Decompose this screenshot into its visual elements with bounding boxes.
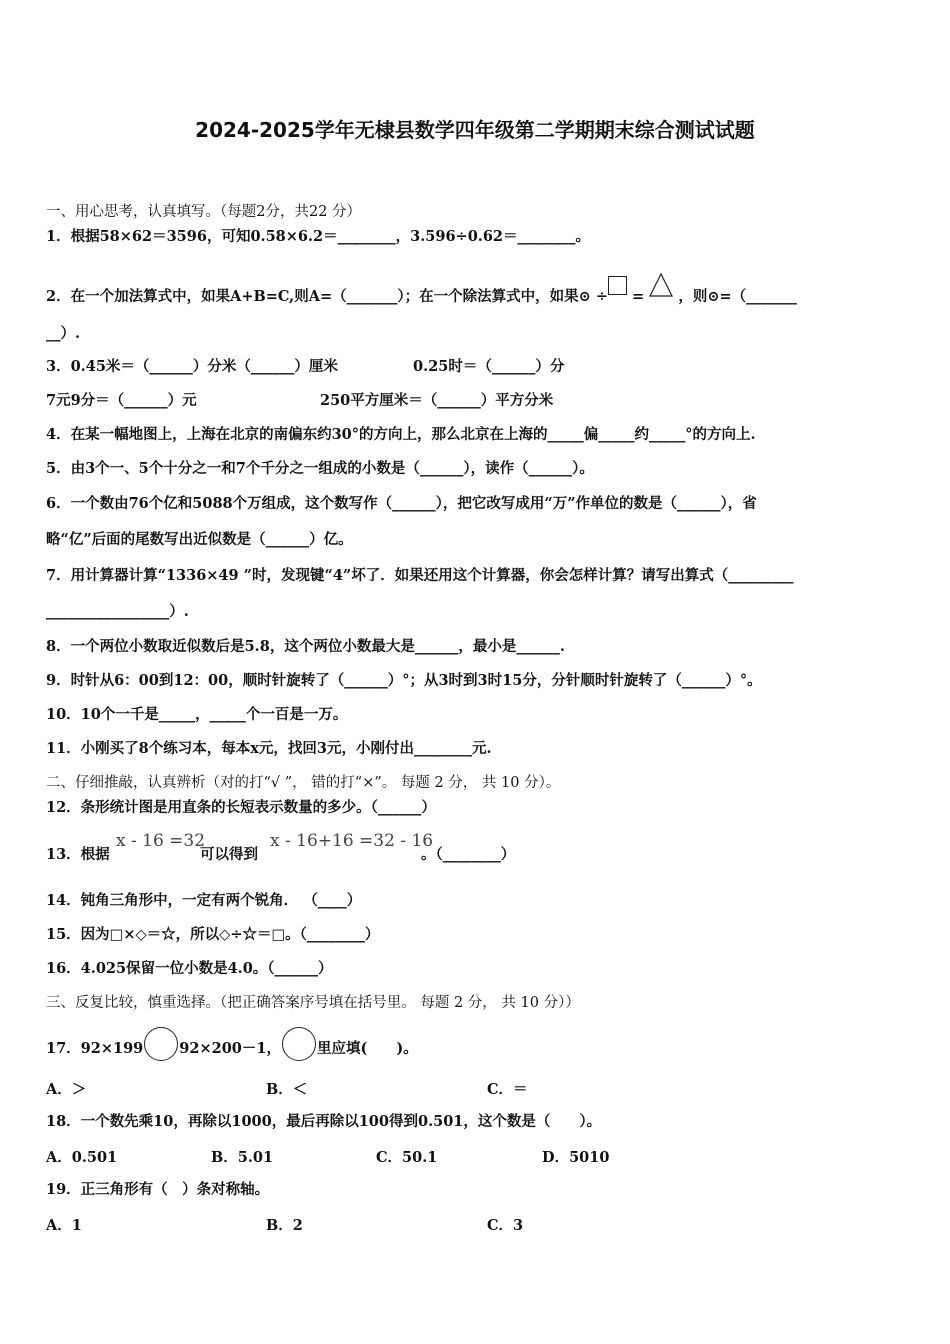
question-2-continued: __）. [46,325,81,342]
question-17-option-b[interactable]: B．＜ [266,1081,308,1098]
question-18-option-b[interactable]: B．5.01 [211,1149,274,1166]
section-1-heading: 一、用心思考，认真填写。（每题2分，共22 分） [46,204,362,220]
question-13-text-b: 可以得到 [200,846,258,863]
question-3-part-a2: 0.25时＝（______）分 [413,358,565,375]
question-3-part-a1: 3．0.45米＝（______）分米（______）厘米 [46,358,338,375]
question-19: 19．正三角形有（ ）条对称轴。 [46,1181,270,1198]
answer-circle-icon [144,1027,178,1061]
question-17-text-a: 17．92×199 [46,1040,144,1057]
question-7-line-1: 7．用计算器计算“1336×49 ”时，发现键“4”坏了．如果还用这个计算器，你会怎样计算？请写出算式（_________ [46,567,794,584]
question-17-text-c: 里应填( )。 [316,1040,418,1057]
question-17-option-c[interactable]: C．＝ [487,1081,528,1098]
question-19-option-a[interactable]: A．1 [46,1217,82,1234]
question-4: 4．在某一幅地图上，上海在北京的南偏东约30°的方向上，那么北京在上海的_____偏_____约_____°的方向上. [46,426,756,443]
section-3-heading: 三、反复比较，慎重选择。（把正确答案序号填在括号里。 每题 2 分， 共 10 分）） [46,995,580,1011]
triangle-icon [649,273,673,297]
question-3-part-b2: 250平方厘米＝（______）平方分米 [320,392,554,409]
question-7-line-2: _________________）. [46,603,189,620]
question-13-text-a: 13．根据 [46,846,110,863]
question-6-line-1: 6．一个数由76个亿和5088个万组成，这个数写作（______），把它改写成用“万”作单位的数是（______），省 [46,495,757,512]
question-2-text-b: ，则⊙=（_______ [678,288,797,305]
question-18: 18．一个数先乘10，再除以1000，最后再除以100得到0.501，这个数是（ ）。 [46,1113,602,1130]
question-3-part-b1: 7元9分＝（______）元 [46,392,197,409]
question-5: 5．由3个一、5个十分之一和7个千分之一组成的小数是（______），读作（______）。 [46,460,594,477]
question-1: 1．根据58×62＝3596，可知0.58×6.2＝________，3.596÷0.62＝________。 [46,228,591,245]
question-18-option-d[interactable]: D．5010 [542,1149,610,1166]
question-19-option-b[interactable]: B．2 [266,1217,303,1234]
question-13-equation-2: x - 16+16 =32 - 16 [270,831,434,851]
question-2 [46,273,797,307]
question-9: 9．时针从6：00到12：00，顺时针旋转了（______）°；从3时到3时15分，分针顺时针旋转了（______）°。 [46,672,762,689]
question-12: 12．条形统计图是用直条的长短表示数量的多少。（______） [46,799,436,816]
answer-circle-icon [282,1027,316,1061]
question-16: 16．4.025保留一位小数是4.0。（______） [46,960,333,977]
question-2-equals: = [632,288,645,305]
question-2-text-a: 2．在一个加法算式中，如果A+B=C,则A=（_______）；在一个除法算式中，如果⊙ ÷ [46,288,608,305]
question-10: 10．10个一千是_____，_____个一百是一万。 [46,706,348,723]
question-6-line-2: 略“亿”后面的尾数写出近似数是（______）亿。 [46,531,353,548]
page-title: 2024-2025学年无棣县数学四年级第二学期期末综合测试试题 [195,118,755,142]
question-18-option-c[interactable]: C．50.1 [376,1149,438,1166]
question-17-option-a[interactable]: A．＞ [46,1081,87,1098]
question-8: 8．一个两位小数取近似数后是5.8，这个两位小数最大是______，最小是______. [46,638,565,655]
question-17 [46,1027,418,1066]
question-11: 11．小刚买了8个练习本，每本x元，找回3元，小刚付出________元. [46,740,492,757]
question-13-equation-1: x - 16 =32 [116,831,206,851]
question-19-option-c[interactable]: C．3 [487,1217,524,1234]
question-14: 14．钝角三角形中，一定有两个锐角． （____） [46,892,362,909]
question-15: 15．因为□×◇＝☆，所以◇÷☆＝□。（________） [46,926,380,943]
question-17-text-b: 92×200－1， [179,1040,281,1057]
section-2-heading: 二、仔细推敲，认真辨析（对的打“√ ”， 错的打“×”。 每题 2 分， 共 10 分）。 [46,775,561,791]
question-13-text-c: 。（________） [421,846,516,863]
square-icon [608,276,627,295]
question-18-option-a[interactable]: A．0.501 [46,1149,118,1166]
